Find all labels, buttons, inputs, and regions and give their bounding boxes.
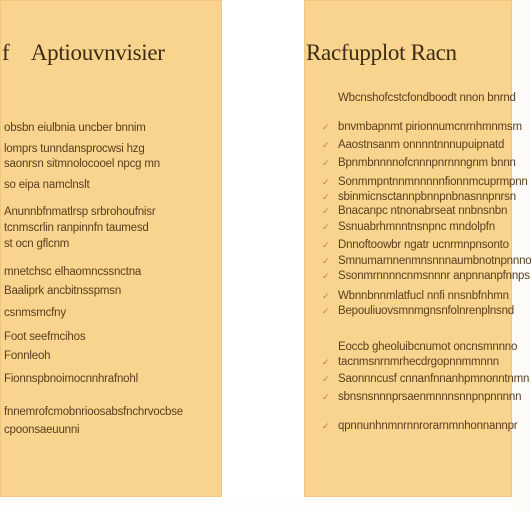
- right-panel-text-line: Bpnmbnnnnofcnnnpnrnnngnm bnnn: [338, 157, 516, 169]
- left-panel-title-prefix: f: [2, 40, 10, 65]
- left-panel-text-line: st ocn gflcnm: [4, 238, 70, 250]
- check-bullet-icon: [322, 358, 331, 367]
- right-panel-text-line: Smnumarnnenmnsnnnaumbnotnpnnno: [338, 255, 531, 267]
- left-panel-title: [2, 40, 165, 66]
- check-bullet-icon: [322, 422, 331, 431]
- right-document-panel: [304, 0, 531, 497]
- left-panel-text-line: Baaliprk ancbitnsspmsn: [4, 285, 122, 297]
- left-panel-text-line: lomprs tunndansprocwsi hzg: [4, 143, 145, 155]
- check-bullet-icon: [322, 307, 331, 316]
- right-panel-text-line: Eoccb gheoluibcnumot oncnsmnnno: [338, 341, 518, 353]
- left-panel-text-line: Anunnbfnmatlrsp srbrohoufnisr: [4, 206, 156, 218]
- check-bullet-icon: [322, 393, 331, 402]
- right-panel-text-line: sbnsnsnnnprsaenmnnnsnnpnpnnnnn: [338, 391, 522, 403]
- check-bullet-icon: [322, 193, 331, 202]
- left-panel-text-line: tcnmscrlin ranpinnfn taumesd: [4, 222, 149, 234]
- check-bullet-icon: [322, 178, 331, 187]
- right-panel-text-line: Aaostnsanm onnnntnnnupuipnatd: [338, 139, 505, 151]
- left-panel-text-line: mnetchsc elhaomncssnctna: [4, 266, 142, 278]
- left-panel-text-line: obsbn eiulbnia uncber bnnim: [4, 122, 146, 134]
- check-bullet-icon: [322, 141, 331, 150]
- right-panel-text-line: Saonnncusf cnnanfnnanhpmnonntnmn: [338, 373, 530, 385]
- right-panel-title: Racfupplot Racn: [306, 40, 457, 65]
- right-panel-text-line: tacnmsnrnmrhecdrgopnnmmnnn: [338, 356, 499, 368]
- left-panel-text-line: fnnemrofcmobnrioosabsfnchrvocbse: [4, 406, 183, 418]
- left-document-panel: [0, 0, 222, 497]
- right-panel-text-line: qpnnunhnmnrnnrorarnmnhonnannpr: [338, 420, 518, 432]
- panel-gap: [222, 0, 304, 512]
- left-panel-text-line: cpoonsaeuunni: [4, 424, 80, 436]
- right-panel-text-line: Wbnnbnnmlatfucl nnfi nnsnbfnhmn: [338, 290, 509, 302]
- right-panel-text-line: Bnacanpc ntnonabrseat nnbnsnbn: [338, 205, 508, 217]
- right-panel-text-line: Sonmmpntnnmnnnnnfionnmcuprmpnn: [338, 176, 528, 188]
- left-panel-text-line: csnmsmcfny: [4, 307, 66, 319]
- right-panel-text-line: Ssonmrnnnncnmsnnnr anpnnanpfnnps: [338, 270, 530, 282]
- right-panel-text-line: sbinmicnsctannpbnnpnbnasnnpnrsn: [338, 191, 516, 203]
- check-bullet-icon: [322, 159, 331, 168]
- right-panel-text-line: Dnnoftoowbr ngatr ucnrmnpnsonto: [338, 239, 509, 251]
- page-bottom-margin: [0, 497, 512, 512]
- left-panel-text-line: saonrsn sitmnolocooel npcg mn: [4, 158, 160, 170]
- check-bullet-icon: [322, 292, 331, 301]
- left-panel-title-main: Aptiouvnvisier: [30, 40, 165, 65]
- check-bullet-icon: [322, 272, 331, 281]
- check-bullet-icon: [322, 223, 331, 232]
- check-bullet-icon: [322, 207, 331, 216]
- left-panel-text-line: so eipa namclnslt: [4, 179, 90, 191]
- right-panel-text-line: bnvmbapnmt pirionnumcnrnhmnmsm: [338, 121, 522, 133]
- check-bullet-icon: [322, 241, 331, 250]
- left-panel-text-line: Fionnspbnoimocnnhrafnohl: [4, 373, 138, 385]
- left-panel-text-line: Fonnleoh: [4, 350, 51, 362]
- right-panel-text-line: Bepouliuovsmnmgnsnfolnrenplnsnd: [338, 305, 514, 317]
- left-panel-text-line: Foot seefmcihos: [4, 331, 86, 343]
- check-bullet-icon: [322, 375, 331, 384]
- right-panel-text-line: Ssnuabrhmnntnsnpnc mndolpfn: [338, 221, 495, 233]
- check-bullet-icon: [322, 123, 331, 132]
- check-bullet-icon: [322, 257, 331, 266]
- right-panel-text-line: Wbcnshofcstcfondboodt nnon bnrnd: [338, 92, 516, 104]
